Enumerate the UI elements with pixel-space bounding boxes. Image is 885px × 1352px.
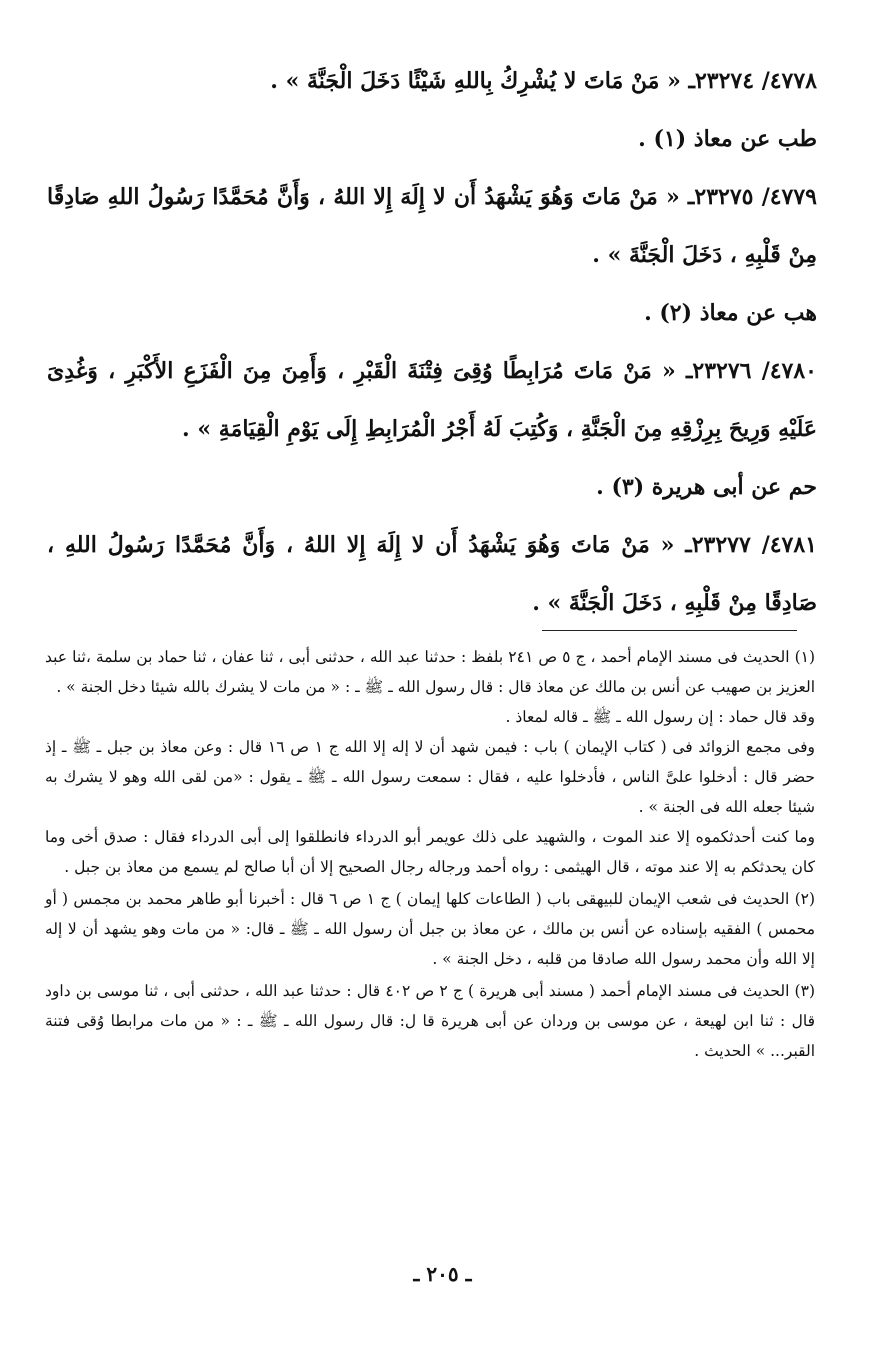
footnote-1-p1: (١) الحديث فى مسند الإمام أحمد ، ج ٥ ص ٢٤١ بلفظ : حدثنا عبد الله ، حدثنى أبى ، ثنا عفان ، ثنا حماد بن سلمة ،ثنا عبد العزيز بن صهيب عن أنس بن مالك عن معاذ قال : قال رسول الله ـ ﷺ ـ : « من مات لا يشرك بالله شيئا دخل الجنة » . xyxy=(45,648,816,696)
footnote-divider xyxy=(542,630,797,631)
main-text xyxy=(47,52,817,632)
hadith-entry-4780: ٤٧٨٠/ ٢٣٢٧٦ـ « مَنْ مَاتَ مُرَابِطًا وُقِىَ فِتْنَةَ الْقَبْرِ ، وَأَمِنَ مِنَ الْفَزَعِ الأَكْبَرِ ، وَغُدِىَ عَلَيْهِ وَرِيحَ بِرِزْقِهِ مِنَ الْجَنَّةِ ، وَكُتِبَ لَهُ أَجْرُ الْمُرَابِطِ إِلَى يَوْمِ الْقِيَامَةِ » . xyxy=(47,358,817,442)
hadith-entry-4781: ٤٧٨١/ ٢٣٢٧٧ـ « مَنْ مَاتَ وَهُوَ يَشْهَدُ أَن لا إِلَهَ إِلا اللهُ ، وَأَنَّ مُحَمَّدًا رَسُولُ اللهِ ، صَادِقًا مِنْ قَلْبِهِ ، دَخَلَ الْجَنَّةَ » . xyxy=(47,532,817,616)
footnotes xyxy=(45,642,815,1066)
footnote-2: (٢) الحديث فى شعب الإيمان للبيهقى باب ( الطاعات كلها إيمان ) ج ١ ص ٦ قال : أخبرنا أبو طاهر محمد بن مجمس ( أو محمس ) الفقيه بإسناده عن أنس بن مالك ، عن معاذ بن جبل أن رسول الله ـ ﷺ ـ قال: « من مات وهو يشهد أن لا إله إلا الله وأن محمد رسول الله صادقا من قلبه ، دخل الجنة » . xyxy=(45,890,816,968)
footnote-3: (٣) الحديث فى مسند الإمام أحمد ( مسند أبى هريرة ) ج ٢ ص ٤٠٢ قال : حدثنا عبد الله ، حدثنى أبى ، ثنا موسى بن داود قال : ثنا ابن لهيعة ، عن موسى بن وردان عن أبى هريرة قا ل: قال رسول الله ـ ﷺ ـ : « من مات مرابطا وُقى فتنة القبر... » الحديث . xyxy=(45,982,815,1060)
footnote-1-p4: وما كنت أحدثكموه إلا عند الموت ، والشهيد على ذلك عويمر أبو الدرداء فانطلقوا إلى أبى الدرداء فقال : صدق أخى وما كان يحدثكم به إلا عند موته ، قال الهيثمى : رواه أحمد ورجاله رجال الصحيح إلا أن أبا صالح لم يسمع من معاذ بن جبل . xyxy=(45,828,815,876)
source-line-4780: حم عن أبى هريرة (٣) . xyxy=(596,474,817,500)
hadith-entry-4779: ٤٧٧٩/ ٢٣٢٧٥ـ « مَنْ مَاتَ وَهُوَ يَشْهَدُ أَن لا إِلَهَ إِلا اللهُ ، وَأَنَّ مُحَمَّدًا رَسُولُ اللهِ صَادِقًا مِنْ قَلْبِهِ ، دَخَلَ الْجَنَّةَ » . xyxy=(47,184,817,268)
footnote-1-p2: وقد قال حماد : إن رسول الله ـ ﷺ ـ قاله لمعاذ . xyxy=(505,708,815,726)
source-line-4778: طب عن معاذ (١) . xyxy=(638,126,817,152)
footnote-1-p3: وفى مجمع الزوائد فى ( كتاب الإيمان ) باب : فيمن شهد أن لا إله إلا الله ج ١ ص ١٦ قال : وعن معاذ بن جبل ـ ﷺ ـ إذ حضر قال : أدخلوا علىَّ الناس ، فأدخلوا عليه ، فقال : سمعت رسول الله ـ ﷺ ـ يقول : «من لقى الله وهو لا يشرك به شيئا جعله الله فى الجنة » . xyxy=(45,738,816,816)
page-number: ـ ٢٠٥ ـ xyxy=(413,1262,472,1286)
source-line-4779: هب عن معاذ (٢) . xyxy=(644,300,817,326)
hadith-entry-4778: ٤٧٧٨/ ٢٣٢٧٤ـ « مَنْ مَاتَ لا يُشْرِكُ بِاللهِ شَيْئًا دَخَلَ الْجَنَّةَ » . xyxy=(270,68,817,94)
